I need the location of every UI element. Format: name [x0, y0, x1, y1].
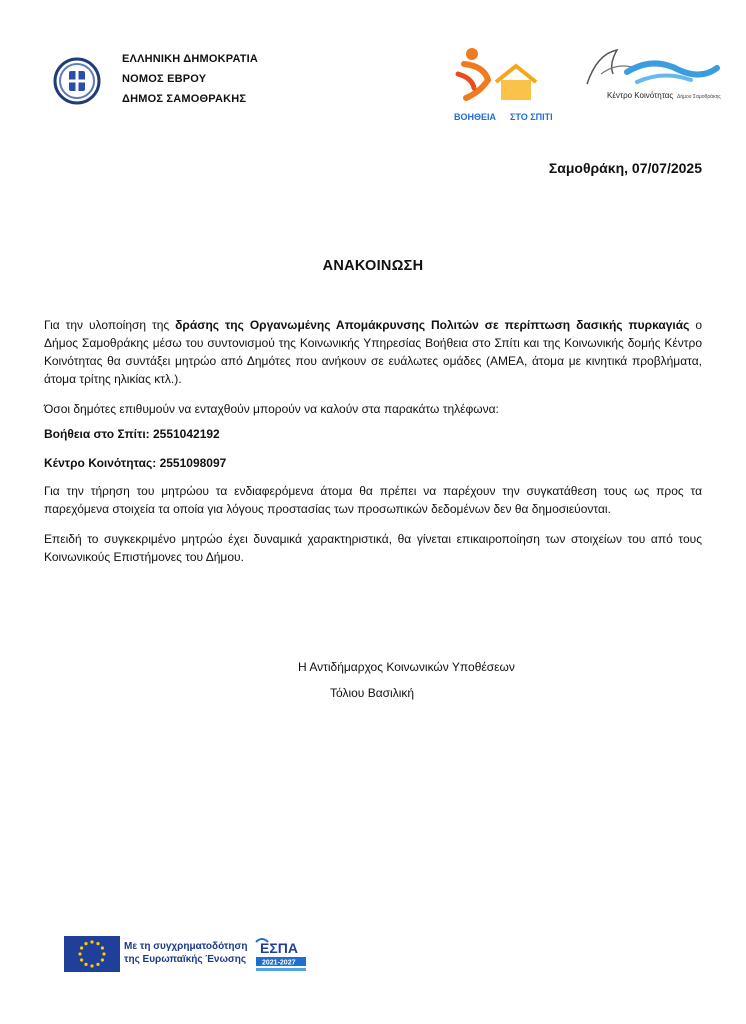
- header-authority: [122, 49, 258, 109]
- eu-flag-icon: [64, 936, 120, 972]
- header-line-prefecture: ΝΟΜΟΣ ΕΒΡΟΥ: [122, 73, 207, 85]
- community-centre-logo: [583, 44, 723, 104]
- paragraph-contact: Όσοι δημότες επιθυμούν να ενταχθούν μπορούν να καλούν στα παρακάτω τηλέφωνα:: [44, 402, 499, 416]
- signature-name: Τόλιου Βασιλική: [330, 686, 415, 700]
- espa-years: 2021-2027: [262, 959, 296, 967]
- header-line-municipality: ΔΗΜΟΣ ΣΑΜΟΘΡΑΚΗΣ: [122, 93, 247, 105]
- eu-line1: Με τη συγχρηματοδότηση: [124, 941, 248, 952]
- eu-line2: της Ευρωπαϊκής Ένωσης: [124, 954, 247, 965]
- espa-logo: [254, 936, 310, 974]
- intro-rest: ο Δήμος Σαμοθράκης μέσω του συντονισμού της Κοινωνικής Υπηρεσίας Βοήθεια στο Σπίτι και της Κοινωνικής δομής Κέντρο Κοινότητας θα συντάξει μητρώο από Δημότες που ανήκουν σε ευάλωτες ομάδες (ΑΜΕΑ, άτομα με κινητικά προβλήματα, άτομα τρίτης ηλικίας κτλ.).: [44, 318, 702, 386]
- header-line-republic: ΕΛΛΗΝΙΚΗ ΔΗΜΟΚΡΑΤΙΑ: [122, 53, 259, 65]
- eu-cofunding-text: [124, 940, 247, 966]
- paragraph-update: Επειδή το συγκεκριμένο μητρώο έχει δυναμικά χαρακτηριστικά, θα γίνεται επικαιροποίηση των στοιχείων του από τους Κοινωνικούς Επιστήμονες του Δήμου.: [44, 532, 702, 564]
- logo-community-sub: Δήμου Σαμοθράκης: [677, 94, 721, 100]
- greek-emblem-icon: [52, 56, 102, 106]
- paragraph-intro: [44, 316, 702, 388]
- intro-action-bold: δράσης της Οργανωμένης Απομάκρυνσης Πολιτών σε περίπτωση δασικής πυρκαγιάς: [175, 318, 690, 332]
- document-date: Σαμοθράκη, 07/07/2025: [548, 160, 702, 176]
- logo-help-word1: ΒΟΗΘΕΙΑ: [454, 112, 497, 122]
- logo-community-main: Κέντρο Κοινότητας: [607, 91, 674, 100]
- signature-role: Η Αντιδήμαρχος Κοινωνικών Υποθέσεων: [298, 660, 515, 674]
- phone-community-centre: Κέντρο Κοινότητας: 2551098097: [44, 456, 227, 470]
- paragraph-consent: Για την τήρηση του μητρώου τα ενδιαφερόμενα άτομα θα πρέπει να παρέχουν την συγκατάθεση τους ως προς τα παρεχόμενα στοιχεία τα οποία για λόγους προστασίας των προσωπικών δεδομένων δεν θα δημοσιεύονται.: [44, 484, 702, 516]
- help-at-home-logo: [444, 44, 576, 124]
- page-title: ΑΝΑΚΟΙΝΩΣΗ: [322, 258, 424, 274]
- intro-start: Για την υλοποίηση της: [44, 318, 176, 332]
- phone-help-at-home: Βοήθεια στο Σπίτι: 2551042192: [44, 427, 220, 441]
- logo-help-word2: ΣΤΟ ΣΠΙΤΙ: [510, 112, 553, 122]
- espa-title: ΕΣΠΑ: [260, 940, 298, 956]
